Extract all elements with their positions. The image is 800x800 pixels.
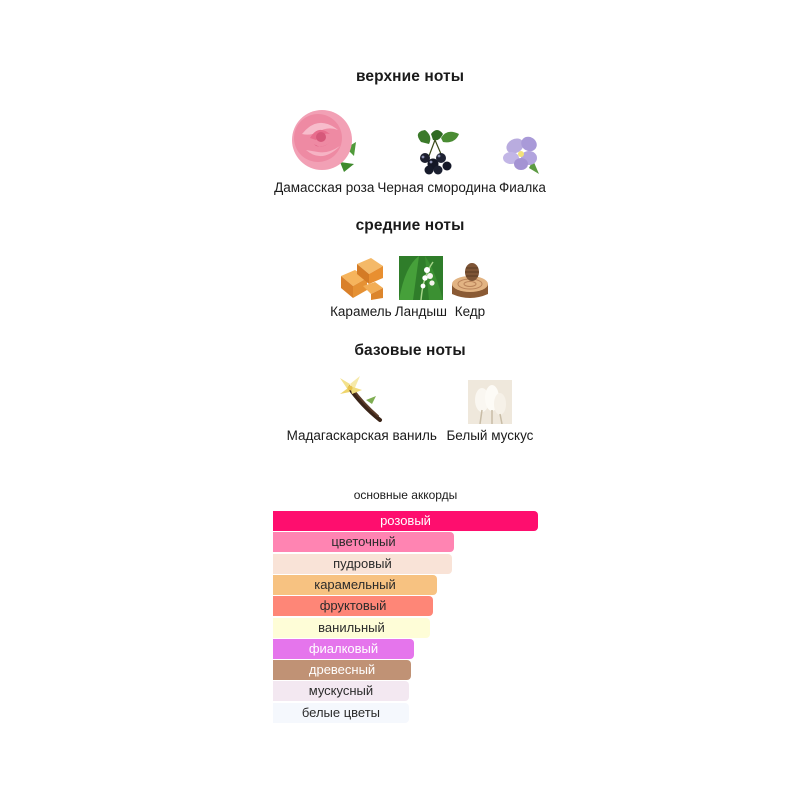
white-musk-icon bbox=[468, 380, 512, 424]
accord-bar: ванильный bbox=[273, 618, 430, 638]
top-notes-row bbox=[0, 104, 800, 195]
note-caramel[interactable] bbox=[330, 256, 392, 319]
note-label: Фиалка bbox=[499, 180, 546, 195]
note-label: Ландыш bbox=[394, 304, 447, 319]
cedar-wood-icon bbox=[450, 260, 490, 300]
note-damask-rose[interactable] bbox=[274, 104, 374, 195]
accord-bar: фиалковый bbox=[273, 639, 414, 659]
note-label: Кедр bbox=[454, 304, 486, 319]
rose-icon bbox=[288, 104, 360, 176]
accord-bar: карамельный bbox=[273, 575, 437, 595]
note-violet[interactable] bbox=[499, 130, 546, 195]
top-notes-title: верхние ноты bbox=[355, 68, 465, 85]
violet-flower-icon bbox=[499, 130, 545, 176]
black-currant-icon bbox=[407, 128, 467, 176]
note-label: Белый мускус bbox=[446, 428, 534, 443]
accord-bar: пудровый bbox=[273, 554, 452, 574]
note-white-musk[interactable] bbox=[446, 380, 533, 443]
accord-bar: цветочный bbox=[273, 532, 454, 552]
accords-title: основные аккорды bbox=[353, 488, 458, 502]
note-label: Черная смородина bbox=[377, 180, 497, 195]
accord-bar: древесный bbox=[273, 660, 411, 680]
accord-bar: фруктовый bbox=[273, 596, 433, 616]
note-label: Мадагаскарская ваниль bbox=[286, 428, 437, 443]
accord-bar: розовый bbox=[273, 511, 538, 531]
note-madagascar-vanilla[interactable] bbox=[287, 376, 437, 443]
accord-bar: белые цветы bbox=[273, 703, 409, 723]
vanilla-icon bbox=[336, 376, 388, 424]
caramel-icon bbox=[337, 256, 385, 300]
accord-bar: мускусный bbox=[273, 681, 409, 701]
note-lily-of-the-valley[interactable] bbox=[395, 256, 447, 319]
base-notes-title: базовые ноты bbox=[354, 342, 466, 359]
note-cedar[interactable] bbox=[450, 260, 490, 319]
middle-notes-title: средние ноты bbox=[355, 217, 465, 234]
note-label: Карамель bbox=[330, 304, 392, 319]
base-notes-row bbox=[0, 376, 800, 443]
middle-notes-row bbox=[0, 256, 800, 319]
lily-of-the-valley-icon bbox=[399, 256, 443, 300]
note-black-currant[interactable] bbox=[377, 128, 496, 195]
note-label: Дамасская роза bbox=[274, 180, 375, 195]
